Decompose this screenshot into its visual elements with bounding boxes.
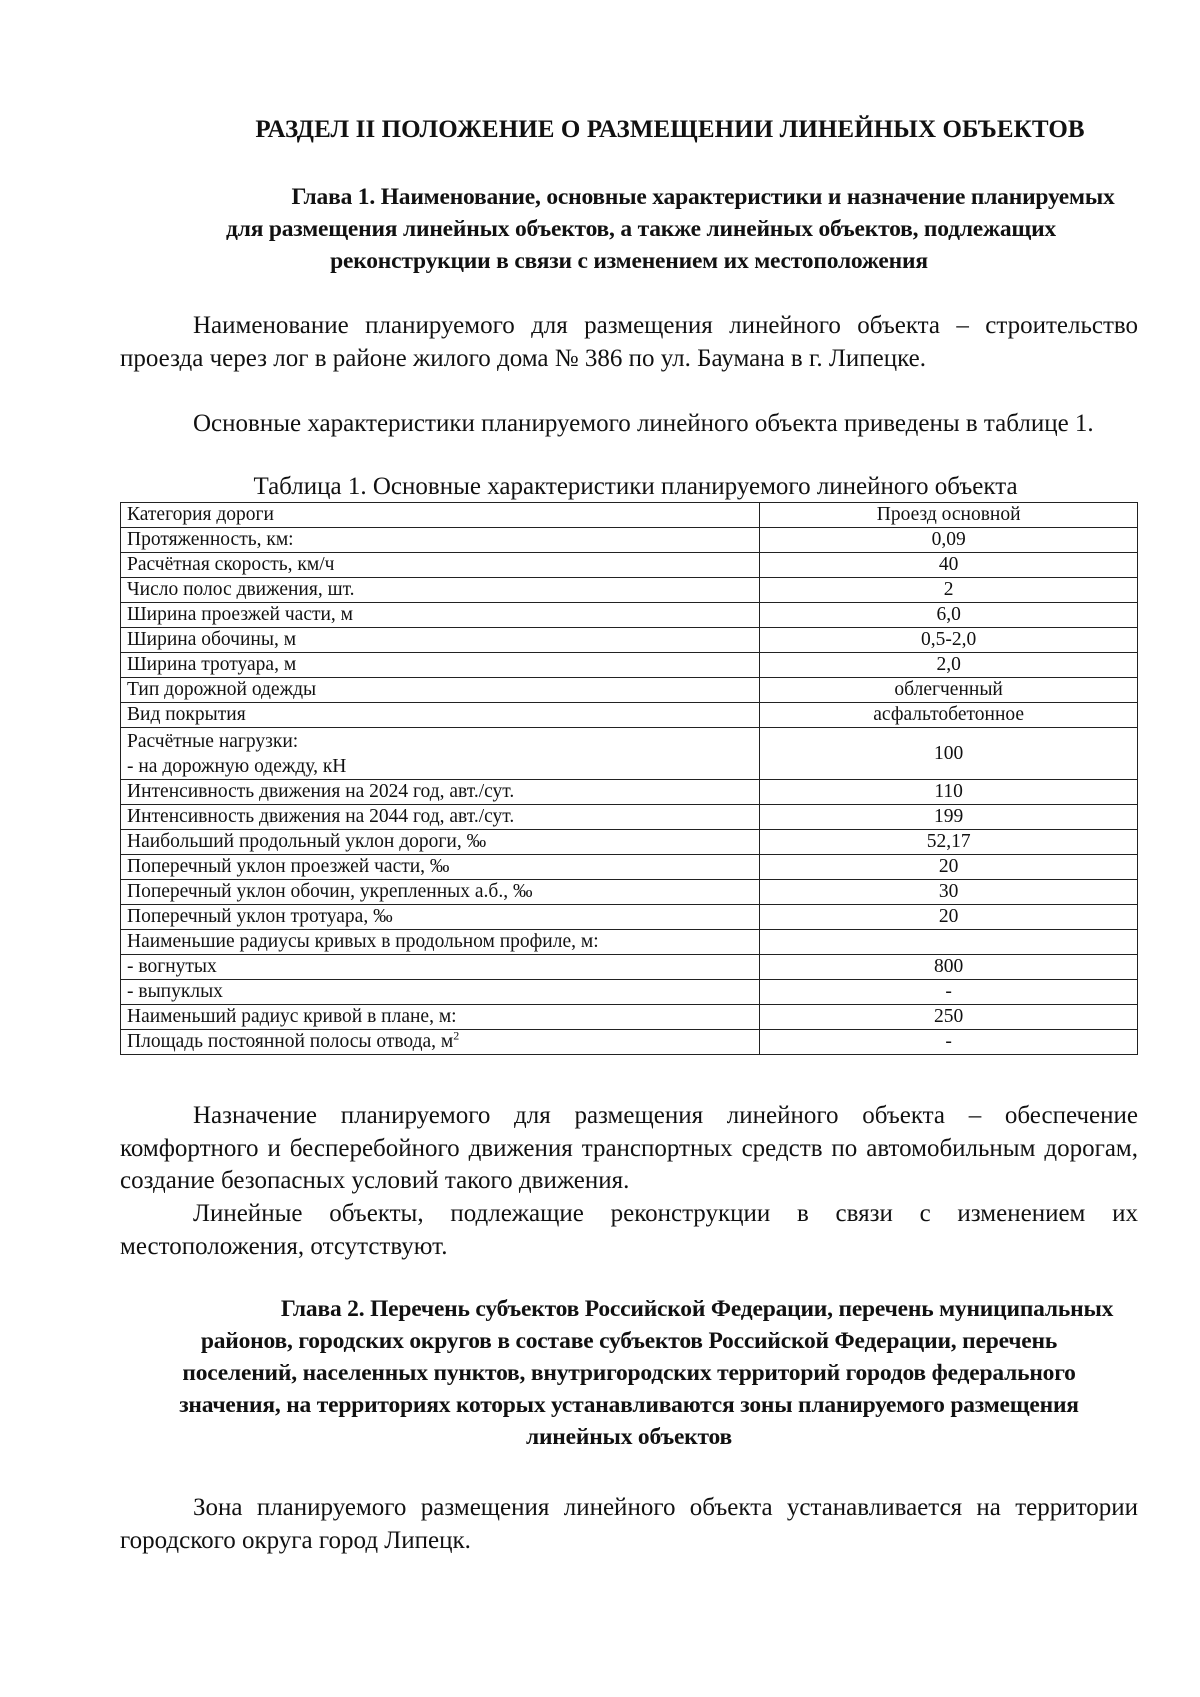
table-cell-label: Наименьший радиус кривой в плане, м: [121, 1005, 760, 1030]
table-cell-value: 30 [760, 880, 1138, 905]
section-title: РАЗДЕЛ II ПОЛОЖЕНИЕ О РАЗМЕЩЕНИИ ЛИНЕЙНЫХ ОБЪЕКТОВ [255, 116, 1085, 143]
table-cell-label [121, 1030, 760, 1055]
paragraph-zone: Зона планируемого размещения линейного объекта устанавливается на территории городского округа город Липецк. [120, 1494, 1138, 1554]
table-row [121, 855, 1138, 880]
table-cell-value: Проезд основной [760, 503, 1138, 528]
table-cell-value: 20 [760, 855, 1138, 880]
table-cell-label: - вогнутых [121, 955, 760, 980]
table-row [121, 628, 1138, 653]
table-cell-label: Вид покрытия [121, 703, 760, 728]
table-row [121, 1030, 1138, 1055]
table-cell-value: 100 [760, 728, 1138, 780]
table-cell-value: 2,0 [760, 653, 1138, 678]
table-cell-value: 110 [760, 780, 1138, 805]
table-caption: Таблица 1. Основные характеристики планируемого линейного объекта [253, 473, 1018, 500]
chapter-2-title-line: значения, на территориях которых устанавливаются зоны планируемого размещения [179, 1392, 1079, 1418]
table-cell-label: Интенсивность движения на 2044 год, авт./сут. [121, 805, 760, 830]
table-cell-label: Расчётная скорость, км/ч [121, 553, 760, 578]
table-cell-label: Интенсивность движения на 2024 год, авт./сут. [121, 780, 760, 805]
table-cell-label: Ширина тротуара, м [121, 653, 760, 678]
table-cell-value: 2 [760, 578, 1138, 603]
table-row [121, 830, 1138, 855]
chapter-1-title-line: для размещения линейных объектов, а также линейных объектов, подлежащих [226, 216, 1056, 242]
table-cell-label [121, 728, 760, 780]
paragraph-characteristics-ref: Основные характеристики планируемого линейного объекта приведены в таблице 1. [193, 410, 1094, 437]
superscript: 2 [453, 1028, 460, 1043]
table-cell-label-line: Расчётные нагрузки: [127, 730, 299, 752]
table-cell-value [760, 930, 1138, 955]
table-cell-value: асфальтобетонное [760, 703, 1138, 728]
table-header-row [121, 503, 1138, 528]
chapter-2-title-line: поселений, населенных пунктов, внутригородских территорий городов федерального [182, 1360, 1076, 1386]
table-cell-value: 199 [760, 805, 1138, 830]
chapter-2-title-line: районов, городских округов в составе субъектов Российской Федерации, перечень [200, 1328, 1058, 1354]
table-row [121, 603, 1138, 628]
table-cell-label: Ширина проезжей части, м [121, 603, 760, 628]
table-cell-label: Категория дороги [121, 503, 760, 528]
chapter-2-title-line: Глава 2. Перечень субъектов Российской Федерации, перечень муниципальных [280, 1296, 1114, 1322]
chapter-1-title-line: Глава 1. Наименование, основные характеристики и назначение планируемых [291, 184, 1115, 210]
table-row [121, 805, 1138, 830]
table-cell-label-text: Площадь постоянной полосы отвода, м [127, 1031, 454, 1052]
table-cell-value: 800 [760, 955, 1138, 980]
table-cell-label: Поперечный уклон обочин, укрепленных а.б., ‰ [121, 880, 760, 905]
table-cell-value: облегченный [760, 678, 1138, 703]
table-row [121, 553, 1138, 578]
chapter-1-title [120, 181, 1138, 277]
chapter-1-title-line: реконструкции в связи с изменением их местоположения [330, 248, 928, 274]
table-cell-value: - [760, 1030, 1138, 1055]
table-cell-value: 0,5-2,0 [760, 628, 1138, 653]
table-cell-label: Тип дорожной одежды [121, 678, 760, 703]
table-row [121, 1005, 1138, 1030]
paragraph-purpose: Назначение планируемого для размещения линейного объекта – обеспечение комфортного и бесперебойного движения транспортных средств по автомобильным дорогам, создание безопасных условий такого движения. [120, 1102, 1138, 1194]
table-cell-value: 0,09 [760, 528, 1138, 553]
table-cell-label: Ширина обочины, м [121, 628, 760, 653]
table-row [121, 880, 1138, 905]
paragraph-object-name: Наименование планируемого для размещения линейного объекта – строительство проезда через лог в районе жилого дома № 386 по ул. Баумана в г. Липецке. [120, 312, 1138, 372]
table-cell-value: 40 [760, 553, 1138, 578]
paragraph-reconstruction: Линейные объекты, подлежащие реконструкции в связи с изменением их местоположения, отсутствуют. [120, 1200, 1138, 1260]
table-cell-label: - выпуклых [121, 980, 760, 1005]
chapter-2-title [120, 1293, 1138, 1453]
table-row [121, 703, 1138, 728]
table-row [121, 905, 1138, 930]
table-row [121, 780, 1138, 805]
chapter-2-title-line: линейных объектов [525, 1424, 733, 1450]
table-cell-value: 6,0 [760, 603, 1138, 628]
table-cell-label: Протяженность, км: [121, 528, 760, 553]
table-row [121, 528, 1138, 553]
table-row [121, 653, 1138, 678]
table-row [121, 980, 1138, 1005]
table-cell-label-line: - на дорожную одежду, кН [127, 755, 347, 777]
table-row [121, 955, 1138, 980]
table-row [121, 728, 1138, 780]
characteristics-table [120, 502, 1138, 1055]
table-row [121, 578, 1138, 603]
table-cell-value: 250 [760, 1005, 1138, 1030]
table-cell-label: Наименьшие радиусы кривых в продольном профиле, м: [121, 930, 760, 955]
table-cell-value: - [760, 980, 1138, 1005]
table-cell-label: Поперечный уклон проезжей части, ‰ [121, 855, 760, 880]
table-cell-value: 52,17 [760, 830, 1138, 855]
table-row [121, 678, 1138, 703]
table-cell-label: Число полос движения, шт. [121, 578, 760, 603]
table-cell-label: Наибольший продольный уклон дороги, ‰ [121, 830, 760, 855]
table-row [121, 930, 1138, 955]
table-cell-label: Поперечный уклон тротуара, ‰ [121, 905, 760, 930]
table-cell-value: 20 [760, 905, 1138, 930]
